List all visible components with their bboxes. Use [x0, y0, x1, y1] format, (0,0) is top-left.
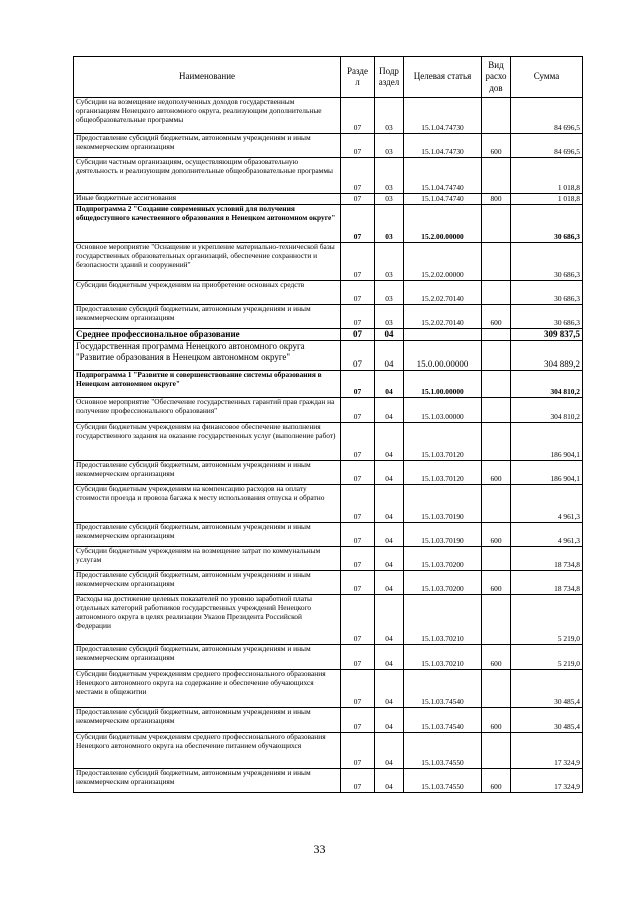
row-section: 07: [341, 305, 375, 329]
row-name: Предоставление субсидий бюджетным, автономным учреждениям и иным некоммерческим организациям: [74, 523, 341, 547]
row-target: 15.1.03.74550: [404, 769, 482, 793]
row-expense-type: [482, 205, 511, 243]
row-name: Предоставление субсидий бюджетным, автономным учреждениям и иным некоммерческим организациям: [74, 461, 341, 485]
row-subsection: 04: [375, 708, 404, 733]
row-amount: 304 810,2: [511, 398, 583, 423]
row-subsection: 04: [375, 645, 404, 670]
row-name: Субсидии частным организациям, осуществляющим образовательную деятельность и реализующим дополнительные общеобразовательные программы: [74, 158, 341, 194]
row-name: Субсидии бюджетным учреждениям на возмещение затрат по коммунальным услугам: [74, 547, 341, 571]
row-name: Субсидии бюджетным учреждениям на компенсацию расходов на оплату стоимости проезда и провоза багажа к месту использования отпуска и обратно: [74, 485, 341, 523]
table-row: [74, 281, 583, 305]
row-expense-type: [482, 733, 511, 769]
row-amount: 186 904,1: [511, 423, 583, 461]
row-amount: 30 686,3: [511, 205, 583, 243]
row-target: 15.1.00.00000: [404, 371, 482, 398]
table-row: [74, 485, 583, 523]
table-row: [74, 305, 583, 329]
row-subsection: 04: [375, 461, 404, 485]
row-subsection: 04: [375, 571, 404, 595]
row-amount: 30 686,3: [511, 281, 583, 305]
row-expense-type: [482, 485, 511, 523]
table-row: [74, 134, 583, 158]
header-subsection: Подр аздел: [375, 57, 404, 98]
row-section: 07: [341, 733, 375, 769]
row-subsection: 04: [375, 398, 404, 423]
row-target: 15.1.04.74740: [404, 158, 482, 194]
table-row: [74, 547, 583, 571]
row-amount: 5 219,0: [511, 645, 583, 670]
header-section: Разде л: [341, 57, 375, 98]
row-subsection: 04: [375, 423, 404, 461]
row-subsection: 03: [375, 134, 404, 158]
row-target: 15.1.03.70190: [404, 485, 482, 523]
row-subsection: 03: [375, 305, 404, 329]
row-amount: 5 219,0: [511, 595, 583, 645]
row-amount: 304 889,2: [511, 341, 583, 371]
row-expense-type: [482, 547, 511, 571]
row-name: Подпрограмма 1 "Развитие и совершенствование системы образования в Ненецком автономном округе": [74, 371, 341, 398]
table-row: [74, 670, 583, 708]
row-section: 07: [341, 398, 375, 423]
row-amount: 17 324,9: [511, 733, 583, 769]
row-expense-type: 600: [482, 571, 511, 595]
header-expense-type: Вид расхо дов: [482, 57, 511, 98]
row-name: Субсидии на возмещение недополученных доходов государственным организациям Ненецкого автономного округа, реализующим дополнительные общеобразовательные программы: [74, 98, 341, 134]
row-subsection: 04: [375, 670, 404, 708]
row-name: Предоставление субсидий бюджетным, автономным учреждениям и иным некоммерческим организациям: [74, 571, 341, 595]
row-name: Предоставление субсидий бюджетным, автономным учреждениям и иным некоммерческим организациям: [74, 134, 341, 158]
row-section: 07: [341, 595, 375, 645]
table-row: [74, 194, 583, 205]
row-subsection: 04: [375, 595, 404, 645]
row-target: 15.1.03.70120: [404, 423, 482, 461]
row-subsection: 03: [375, 158, 404, 194]
row-section: 07: [341, 571, 375, 595]
row-amount: 304 810,2: [511, 371, 583, 398]
row-subsection: 04: [375, 329, 404, 341]
row-name: Среднее профессиональное образование: [74, 329, 341, 341]
row-subsection: 04: [375, 523, 404, 547]
row-expense-type: [482, 670, 511, 708]
row-name: Субсидии бюджетным учреждениям на финансовое обеспечение выполнения государственного задания на оказание государственных услуг (выполнение работ): [74, 423, 341, 461]
row-target: 15.1.03.74550: [404, 733, 482, 769]
row-amount: 1 018,8: [511, 194, 583, 205]
row-target: [404, 329, 482, 341]
row-amount: 84 696,5: [511, 98, 583, 134]
table-row: [74, 158, 583, 194]
table-row: [74, 205, 583, 243]
row-expense-type: 800: [482, 194, 511, 205]
row-amount: 18 734,8: [511, 571, 583, 595]
row-amount: 4 961,3: [511, 485, 583, 523]
row-target: 15.1.04.74740: [404, 194, 482, 205]
row-section: 07: [341, 769, 375, 793]
row-amount: 30 485,4: [511, 708, 583, 733]
row-subsection: 04: [375, 371, 404, 398]
row-target: 15.1.03.70120: [404, 461, 482, 485]
row-expense-type: [482, 281, 511, 305]
row-section: 07: [341, 485, 375, 523]
row-expense-type: [482, 398, 511, 423]
row-section: 07: [341, 523, 375, 547]
row-amount: 18 734,8: [511, 547, 583, 571]
table-row: [74, 398, 583, 423]
row-subsection: 03: [375, 281, 404, 305]
row-name: Субсидии бюджетным учреждениям на приобретение основных средств: [74, 281, 341, 305]
row-target: 15.0.00.00000: [404, 341, 482, 371]
row-section: 07: [341, 194, 375, 205]
row-amount: 84 696,5: [511, 134, 583, 158]
row-amount: 309 837,5: [511, 329, 583, 341]
row-section: 07: [341, 281, 375, 305]
row-section: 07: [341, 371, 375, 398]
row-section: 07: [341, 708, 375, 733]
row-target: 15.1.03.74540: [404, 708, 482, 733]
row-subsection: 03: [375, 194, 404, 205]
row-target: 15.1.04.74730: [404, 98, 482, 134]
table-body: [74, 98, 583, 793]
row-section: 07: [341, 158, 375, 194]
row-name: Предоставление субсидий бюджетным, автономным учреждениям и иным некоммерческим организациям: [74, 305, 341, 329]
header-name: Наименование: [74, 57, 341, 98]
row-target: 15.1.04.74730: [404, 134, 482, 158]
table-row: [74, 523, 583, 547]
row-target: 15.1.03.70210: [404, 595, 482, 645]
row-expense-type: 600: [482, 645, 511, 670]
row-subsection: 04: [375, 485, 404, 523]
row-name: Подпрограмма 2 "Создание современных условий для получения общедоступного качественного образования в Ненецком автономном округе": [74, 205, 341, 243]
row-section: 07: [341, 670, 375, 708]
row-section: 07: [341, 423, 375, 461]
row-expense-type: [482, 595, 511, 645]
row-expense-type: 600: [482, 708, 511, 733]
row-target: 15.2.02.70140: [404, 305, 482, 329]
table-row: [74, 98, 583, 134]
row-section: 07: [341, 205, 375, 243]
row-name: Расходы на достижение целевых показателей по уровню заработной платы отдельных категорий работников государственных учреждений Ненецкого автономного округа в целях реализации Указов Президента Российской Федерации: [74, 595, 341, 645]
row-expense-type: [482, 98, 511, 134]
table-row: [74, 645, 583, 670]
row-name: Субсидии бюджетным учреждениям среднего профессионального образования Ненецкого автономного округа на обеспечение питанием обучающихся: [74, 733, 341, 769]
row-name: Субсидии бюджетным учреждениям среднего профессионального образования Ненецкого автономного округа на содержание и обеспечение обучающихся местами в общежитии: [74, 670, 341, 708]
table-row: [74, 423, 583, 461]
row-name: Основное мероприятие "Оснащение и укрепление материально-технической базы государственных образовательных организаций, обеспечение сохранности и безопасности зданий и сооружений": [74, 243, 341, 281]
row-name: Предоставление субсидий бюджетным, автономным учреждениям и иным некоммерческим организациям: [74, 708, 341, 733]
row-target: 15.1.03.70190: [404, 523, 482, 547]
header-amount: Сумма: [511, 57, 583, 98]
row-expense-type: [482, 243, 511, 281]
row-target: 15.1.03.74540: [404, 670, 482, 708]
row-subsection: 03: [375, 98, 404, 134]
row-target: 15.2.02.70140: [404, 281, 482, 305]
row-amount: 30 485,4: [511, 670, 583, 708]
row-section: 07: [341, 341, 375, 371]
row-expense-type: [482, 341, 511, 371]
row-expense-type: [482, 423, 511, 461]
table-row: [74, 595, 583, 645]
row-expense-type: 600: [482, 461, 511, 485]
row-amount: 4 961,3: [511, 523, 583, 547]
table-row: [74, 243, 583, 281]
table-row: [74, 341, 583, 371]
table-row: [74, 461, 583, 485]
row-amount: 30 686,3: [511, 243, 583, 281]
row-section: 07: [341, 243, 375, 281]
row-subsection: 04: [375, 341, 404, 371]
row-target: 15.2.00.00000: [404, 205, 482, 243]
row-target: 15.1.03.70200: [404, 547, 482, 571]
row-name: Иные бюджетные ассигнования: [74, 194, 341, 205]
row-subsection: 03: [375, 205, 404, 243]
row-expense-type: 600: [482, 134, 511, 158]
row-target: 15.1.03.70210: [404, 645, 482, 670]
row-amount: 186 904,1: [511, 461, 583, 485]
row-amount: 30 686,3: [511, 305, 583, 329]
row-section: 07: [341, 645, 375, 670]
table-row: [74, 371, 583, 398]
row-subsection: 04: [375, 733, 404, 769]
row-name: Государственная программа Ненецкого автономного округа "Развитие образования в Ненецком автономном округе": [74, 341, 341, 371]
table-row: [74, 708, 583, 733]
table-row: [74, 769, 583, 793]
row-expense-type: 600: [482, 523, 511, 547]
row-amount: 17 324,9: [511, 769, 583, 793]
row-name: Предоставление субсидий бюджетным, автономным учреждениям и иным некоммерческим организациям: [74, 645, 341, 670]
row-amount: 1 018,8: [511, 158, 583, 194]
row-subsection: 04: [375, 769, 404, 793]
row-section: 07: [341, 329, 375, 341]
header-target: Целевая статья: [404, 57, 482, 98]
row-target: 15.2.02.00000: [404, 243, 482, 281]
row-expense-type: [482, 158, 511, 194]
row-expense-type: [482, 371, 511, 398]
row-expense-type: [482, 329, 511, 341]
budget-table: [73, 56, 583, 793]
row-section: 07: [341, 461, 375, 485]
row-subsection: 04: [375, 547, 404, 571]
row-section: 07: [341, 134, 375, 158]
row-section: 07: [341, 547, 375, 571]
table-row: [74, 571, 583, 595]
page-number: 33: [313, 842, 326, 856]
table-row: [74, 329, 583, 341]
row-section: 07: [341, 98, 375, 134]
row-expense-type: 600: [482, 305, 511, 329]
row-expense-type: 600: [482, 769, 511, 793]
row-target: 15.1.03.70200: [404, 571, 482, 595]
row-subsection: 03: [375, 243, 404, 281]
table-row: [74, 733, 583, 769]
row-name: Предоставление субсидий бюджетным, автономным учреждениям и иным некоммерческим организациям: [74, 769, 341, 793]
row-name: Основное мероприятие "Обеспечение государственных гарантий прав граждан на получение профессионального образования": [74, 398, 341, 423]
header-row: [74, 57, 583, 98]
row-target: 15.1.03.00000: [404, 398, 482, 423]
